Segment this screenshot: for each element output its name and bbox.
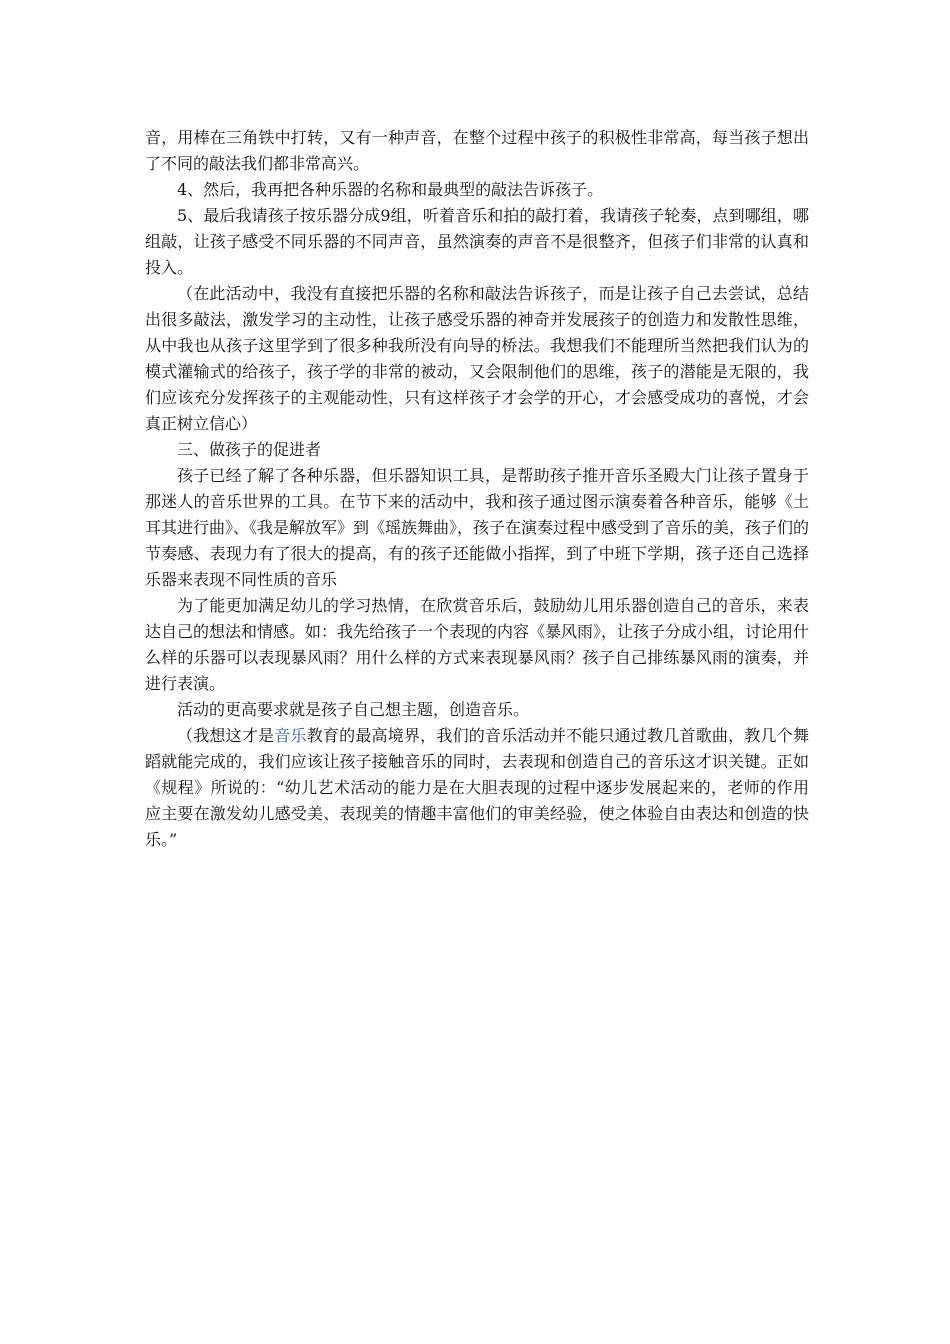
paragraph-reflection-1: （在此活动中，我没有直接把乐器的名称和敲法告诉孩子，而是让孩子自己去尝试，总结出很多敲法，激发学习的主动性，让孩子感受乐器的神奇并发展孩子的创造力和发散性思维，从中我也从孩子这里学到了很多种我所没有向导的桥法。我想我们不能理所当然把我们认为的模式灌输式的给孩子，孩子学的非常的被动，又会限制他们的思维，孩子的潜能是无限的，我们应该充分发挥孩子的主观能动性，只有这样孩子才会学的开心，才会感受成功的喜悦，才会真正树立信心） — [145, 284, 809, 433]
paragraph-reflection-2 — [145, 723, 809, 853]
paragraph-continued: 音，用棒在三角铁中打转，又有一种声音，在整个过程中孩子的积极性非常高，每当孩子想出了不同的敲法我们都非常高兴。 — [145, 128, 809, 173]
document-page — [145, 125, 809, 853]
paragraph-promoter: 孩子已经了解了各种乐器，但乐器知识工具，是帮助孩子推开音乐圣殿大门让孩子置身于那迷人的音乐世界的工具。在节下来的活动中，我和孩子通过图示演奏着各种音乐，能够《土耳其进行曲》、《我是解放军》到《瑶族舞曲》，孩子在演奏过程中感受到了音乐的美，孩子们的节奏感、表现力有了很大的提高，有的孩子还能做小指挥，到了中班下学期，孩子还自己选择乐器来表现不同性质的音乐 — [145, 466, 810, 589]
section-heading-3: 三、做孩子的促进者 — [177, 440, 322, 459]
reflection-2-start: （我想这才是 — [177, 726, 275, 745]
paragraph-step-5: 5、最后我请孩子按乐器分成9组，听着音乐和拍的敲打着，我请孩子轮奏，点到哪组，哪组敲，让孩子感受不同乐器的不同声音，虽然演奏的声音不是很整齐，但孩子们非常的认真和投入。 — [145, 206, 809, 277]
music-link[interactable]: 音乐 — [274, 726, 307, 745]
paragraph-creativity: 为了能更加满足幼儿的学习热情，在欣赏音乐后，鼓励幼儿用乐器创造自己的音乐，来表达自己的想法和情感。如：我先给孩子一个表现的内容《暴风雨》，让孩子分成小组，讨论用什么样的乐器可以表现暴风雨？用什么样的方式来表现暴风雨？孩子自己排练暴风雨的演奏，并进行表演。 — [145, 596, 810, 693]
paragraph-step-4: 4、然后，我再把各种乐器的名称和最典型的敲法告诉孩子。 — [177, 180, 604, 199]
reflection-2-rest: 教育的最高境界，我们的音乐活动并不能只通过教几首歌曲，教几个舞蹈就能完成的，我们应该让孩子接触音乐的同时，去表现和创造自己的音乐这才识关键。正如《规程》所说的：“幼儿艺术活动的能力是在大胆表现的过程中逐步发展起来的，老师的作用应主要在激发幼儿感受美、表现美的情趣丰富他们的审美经验，使之体验自由表达和创造的快乐。” — [145, 726, 809, 849]
paragraph-higher-goal: 活动的更高要求就是孩子自己想主题，创造音乐。 — [177, 700, 530, 719]
